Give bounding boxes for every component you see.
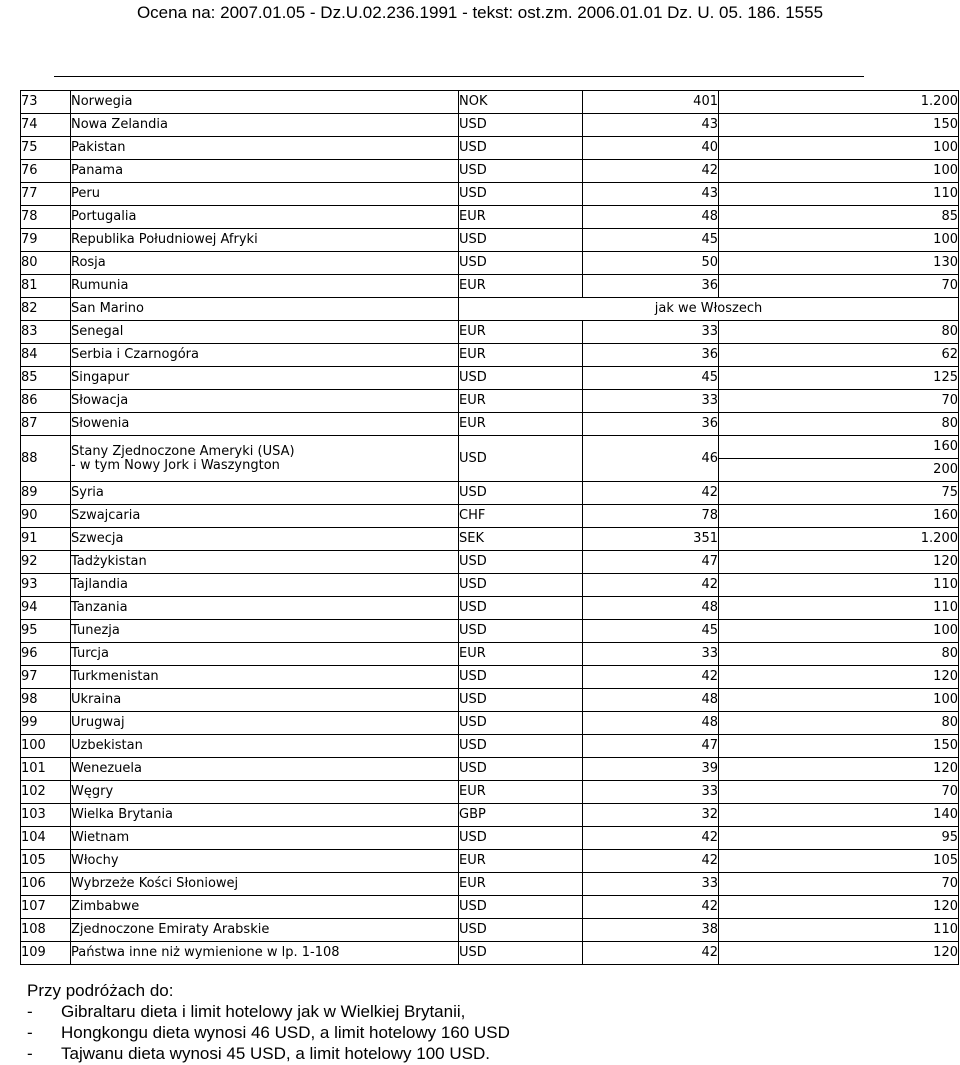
row-number: 95 [21, 620, 71, 643]
row-country: Serbia i Czarnogóra [71, 344, 459, 367]
row-country: Syria [71, 482, 459, 505]
row-diet: 42 [583, 827, 719, 850]
row-country: Singapur [71, 367, 459, 390]
row-currency: USD [459, 229, 583, 252]
row-country: Tanzania [71, 597, 459, 620]
row-number: 94 [21, 597, 71, 620]
table-row [21, 942, 959, 965]
row-limit: 95 [719, 827, 959, 850]
row-currency: EUR [459, 390, 583, 413]
row-limit: 120 [719, 896, 959, 919]
row-number: 87 [21, 413, 71, 436]
row-currency: SEK [459, 528, 583, 551]
row-country: Słowacja [71, 390, 459, 413]
row-country: Panama [71, 160, 459, 183]
row-limit: 100 [719, 620, 959, 643]
note-bullet: - [27, 1044, 33, 1063]
table-row [21, 252, 959, 275]
row-diet: 42 [583, 850, 719, 873]
table-row [21, 482, 959, 505]
table-row [21, 735, 959, 758]
row-limit: 105 [719, 850, 959, 873]
row-number: 86 [21, 390, 71, 413]
table-row [21, 413, 959, 436]
row-currency: EUR [459, 206, 583, 229]
row-limit: 110 [719, 597, 959, 620]
row-limit: 70 [719, 873, 959, 896]
row-country: Wenezuela [71, 758, 459, 781]
table-row [21, 390, 959, 413]
table-row [21, 574, 959, 597]
row-country: Tadżykistan [71, 551, 459, 574]
row-number: 105 [21, 850, 71, 873]
allowance-table [20, 90, 959, 965]
row-diet: 39 [583, 758, 719, 781]
row-limit: 120 [719, 666, 959, 689]
row-currency: USD [459, 436, 583, 482]
row-country: Szwecja [71, 528, 459, 551]
table-row [21, 758, 959, 781]
row-currency: USD [459, 160, 583, 183]
row-currency: USD [459, 919, 583, 942]
row-diet: 351 [583, 528, 719, 551]
row-limit: 80 [719, 643, 959, 666]
row-limit: 70 [719, 275, 959, 298]
row-limit: 100 [719, 229, 959, 252]
table-row [21, 597, 959, 620]
row-diet: 42 [583, 574, 719, 597]
table-row [21, 850, 959, 873]
row-currency: NOK [459, 91, 583, 114]
row-currency: USD [459, 551, 583, 574]
row-country: Nowa Zelandia [71, 114, 459, 137]
table-row [21, 229, 959, 252]
row-currency: USD [459, 183, 583, 206]
row-currency: EUR [459, 344, 583, 367]
row-limit: 200 [719, 459, 959, 482]
row-currency: EUR [459, 643, 583, 666]
row-diet: 42 [583, 666, 719, 689]
row-currency: USD [459, 137, 583, 160]
row-diet: 36 [583, 275, 719, 298]
table-row [21, 183, 959, 206]
row-country: Szwajcaria [71, 505, 459, 528]
row-limit: 100 [719, 689, 959, 712]
row-country: Turcja [71, 643, 459, 666]
row-currency: USD [459, 758, 583, 781]
table-row [21, 137, 959, 160]
note-text: Hongkongu dieta wynosi 46 USD, a limit hotelowy 160 USD [61, 1023, 510, 1042]
row-diet: 33 [583, 390, 719, 413]
row-country: Tajlandia [71, 574, 459, 597]
header-title: Ocena na: 2007.01.05 - Dz.U.02.236.1991 - tekst: ost.zm. 2006.01.01 Dz. U. 05. 186. 1555 [136, 3, 824, 22]
row-number: 81 [21, 275, 71, 298]
row-country: Węgry [71, 781, 459, 804]
row-country: Senegal [71, 321, 459, 344]
row-number: 73 [21, 91, 71, 114]
row-limit: 120 [719, 942, 959, 965]
table-row [21, 551, 959, 574]
row-merged-note: jak we Włoszech [459, 298, 959, 321]
row-limit: 100 [719, 160, 959, 183]
row-number: 100 [21, 735, 71, 758]
row-diet: 38 [583, 919, 719, 942]
notes-section [27, 980, 510, 1064]
row-country: Pakistan [71, 137, 459, 160]
table-row [21, 91, 959, 114]
row-country: Rumunia [71, 275, 459, 298]
row-number: 107 [21, 896, 71, 919]
row-limit: 150 [719, 735, 959, 758]
row-limit: 70 [719, 390, 959, 413]
note-item [27, 1022, 510, 1043]
row-country: Rosja [71, 252, 459, 275]
row-diet: 43 [583, 183, 719, 206]
row-currency: USD [459, 597, 583, 620]
row-diet: 33 [583, 321, 719, 344]
row-number: 84 [21, 344, 71, 367]
row-number: 88 [21, 436, 71, 482]
row-diet: 42 [583, 896, 719, 919]
country-line: - w tym Nowy Jork i Waszyngton [71, 457, 280, 473]
row-diet: 50 [583, 252, 719, 275]
row-number: 91 [21, 528, 71, 551]
row-diet: 48 [583, 597, 719, 620]
row-country: Uzbekistan [71, 735, 459, 758]
note-item [27, 1043, 510, 1064]
row-currency: USD [459, 620, 583, 643]
table-row [21, 712, 959, 735]
row-limit: 120 [719, 551, 959, 574]
page-header [0, 0, 960, 25]
row-diet: 40 [583, 137, 719, 160]
table-row [21, 275, 959, 298]
table-row [21, 298, 959, 321]
row-limit: 1.200 [719, 91, 959, 114]
row-limit: 1.200 [719, 528, 959, 551]
row-diet: 47 [583, 551, 719, 574]
row-number: 90 [21, 505, 71, 528]
row-limit: 70 [719, 781, 959, 804]
row-diet: 45 [583, 620, 719, 643]
table-row [21, 666, 959, 689]
row-diet: 48 [583, 712, 719, 735]
note-bullet: - [27, 1002, 33, 1021]
row-currency: USD [459, 689, 583, 712]
row-number: 99 [21, 712, 71, 735]
row-diet: 32 [583, 804, 719, 827]
table-row [21, 321, 959, 344]
note-item [27, 1001, 510, 1022]
row-country: San Marino [71, 298, 459, 321]
row-number: 101 [21, 758, 71, 781]
row-limit: 160 [719, 436, 959, 459]
row-currency: EUR [459, 850, 583, 873]
table-row [21, 781, 959, 804]
row-number: 98 [21, 689, 71, 712]
table-row [21, 436, 959, 459]
row-limit: 110 [719, 183, 959, 206]
table-row [21, 620, 959, 643]
row-currency: USD [459, 252, 583, 275]
row-number: 76 [21, 160, 71, 183]
row-currency: EUR [459, 781, 583, 804]
row-number: 77 [21, 183, 71, 206]
table-row [21, 367, 959, 390]
table-row [21, 528, 959, 551]
row-diet: 36 [583, 344, 719, 367]
row-currency: USD [459, 942, 583, 965]
row-country: Zjednoczone Emiraty Arabskie [71, 919, 459, 942]
row-currency: USD [459, 114, 583, 137]
row-number: 78 [21, 206, 71, 229]
row-currency: EUR [459, 275, 583, 298]
table-row [21, 643, 959, 666]
row-currency: GBP [459, 804, 583, 827]
row-limit: 62 [719, 344, 959, 367]
row-currency: EUR [459, 873, 583, 896]
row-limit: 120 [719, 758, 959, 781]
row-number: 75 [21, 137, 71, 160]
row-diet: 36 [583, 413, 719, 436]
row-currency: USD [459, 827, 583, 850]
row-limit: 150 [719, 114, 959, 137]
row-limit: 100 [719, 137, 959, 160]
row-diet: 33 [583, 643, 719, 666]
row-number: 103 [21, 804, 71, 827]
row-limit: 130 [719, 252, 959, 275]
row-currency: USD [459, 574, 583, 597]
row-number: 104 [21, 827, 71, 850]
row-number: 92 [21, 551, 71, 574]
row-number: 106 [21, 873, 71, 896]
row-number: 93 [21, 574, 71, 597]
row-diet: 42 [583, 160, 719, 183]
row-diet: 33 [583, 873, 719, 896]
row-diet: 48 [583, 689, 719, 712]
row-currency: USD [459, 735, 583, 758]
row-country: Republika Południowej Afryki [71, 229, 459, 252]
row-limit: 80 [719, 413, 959, 436]
row-diet: 48 [583, 206, 719, 229]
row-limit: 75 [719, 482, 959, 505]
row-country: Słowenia [71, 413, 459, 436]
row-diet: 42 [583, 942, 719, 965]
table-row [21, 689, 959, 712]
row-diet: 47 [583, 735, 719, 758]
row-number: 96 [21, 643, 71, 666]
row-diet: 33 [583, 781, 719, 804]
row-number: 74 [21, 114, 71, 137]
row-currency: USD [459, 896, 583, 919]
row-currency: USD [459, 666, 583, 689]
table-row [21, 804, 959, 827]
note-bullet: - [27, 1023, 33, 1042]
row-country: Norwegia [71, 91, 459, 114]
country-line: Stany Zjednoczone Ameryki (USA) [71, 443, 295, 459]
row-limit: 80 [719, 712, 959, 735]
row-country [71, 436, 459, 482]
row-diet: 42 [583, 482, 719, 505]
row-number: 102 [21, 781, 71, 804]
row-currency: CHF [459, 505, 583, 528]
row-limit: 110 [719, 574, 959, 597]
row-diet: 46 [583, 436, 719, 482]
row-country: Włochy [71, 850, 459, 873]
table-row [21, 505, 959, 528]
row-country: Peru [71, 183, 459, 206]
row-country: Turkmenistan [71, 666, 459, 689]
row-number: 82 [21, 298, 71, 321]
row-country: Portugalia [71, 206, 459, 229]
note-text: Gibraltaru dieta i limit hotelowy jak w Wielkiej Brytanii, [61, 1002, 466, 1021]
row-country: Zimbabwe [71, 896, 459, 919]
row-number: 89 [21, 482, 71, 505]
note-text: Tajwanu dieta wynosi 45 USD, a limit hotelowy 100 USD. [61, 1044, 490, 1063]
table-row [21, 160, 959, 183]
table-row [21, 873, 959, 896]
row-limit: 160 [719, 505, 959, 528]
row-limit: 110 [719, 919, 959, 942]
row-number: 79 [21, 229, 71, 252]
table-body [21, 91, 959, 965]
row-number: 97 [21, 666, 71, 689]
row-currency: USD [459, 367, 583, 390]
row-number: 109 [21, 942, 71, 965]
row-diet: 45 [583, 229, 719, 252]
notes-title: Przy podróżach do: [27, 981, 174, 1000]
row-diet: 78 [583, 505, 719, 528]
row-currency: USD [459, 712, 583, 735]
row-number: 108 [21, 919, 71, 942]
table-row [21, 919, 959, 942]
row-diet: 45 [583, 367, 719, 390]
table-row [21, 896, 959, 919]
row-limit: 85 [719, 206, 959, 229]
row-number: 85 [21, 367, 71, 390]
table-row [21, 114, 959, 137]
row-limit: 140 [719, 804, 959, 827]
row-limit: 80 [719, 321, 959, 344]
row-country: Urugwaj [71, 712, 459, 735]
row-number: 83 [21, 321, 71, 344]
table-row [21, 344, 959, 367]
header-divider [54, 76, 864, 77]
row-country: Ukraina [71, 689, 459, 712]
row-number: 80 [21, 252, 71, 275]
row-currency: USD [459, 482, 583, 505]
row-country: Wybrzeże Kości Słoniowej [71, 873, 459, 896]
table-row [21, 827, 959, 850]
row-diet: 401 [583, 91, 719, 114]
row-limit: 125 [719, 367, 959, 390]
row-currency: EUR [459, 321, 583, 344]
row-country: Państwa inne niż wymienione w lp. 1-108 [71, 942, 459, 965]
row-currency: EUR [459, 413, 583, 436]
row-country: Tunezja [71, 620, 459, 643]
row-country: Wietnam [71, 827, 459, 850]
row-country: Wielka Brytania [71, 804, 459, 827]
table-row [21, 206, 959, 229]
row-diet: 43 [583, 114, 719, 137]
